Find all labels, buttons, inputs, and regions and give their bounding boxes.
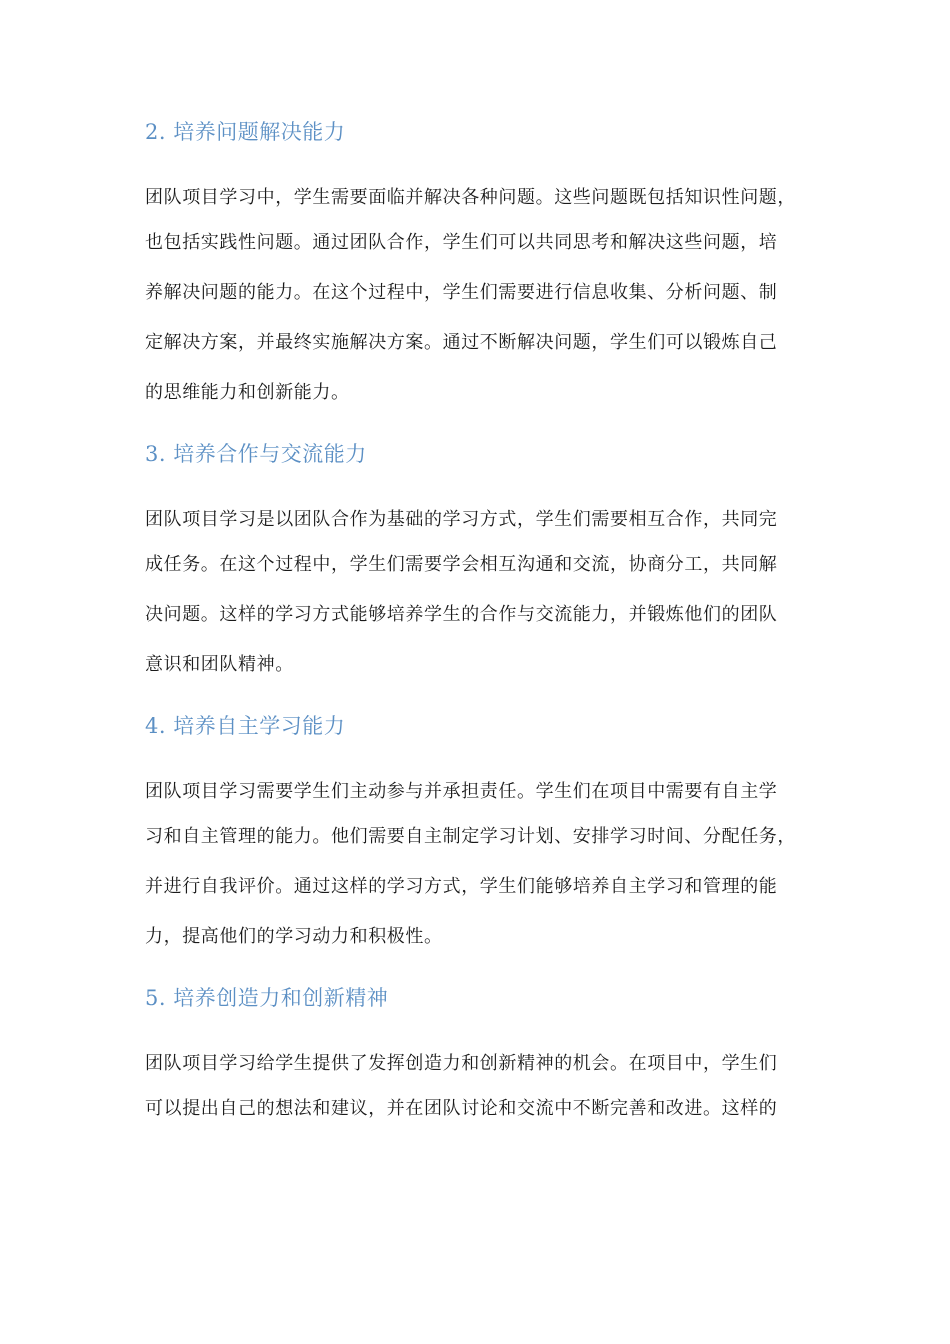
document-body: [145, 112, 825, 1150]
paragraph-line: 习和自主管理的能力。他们需要自主制定学习计划、安排学习时间、分配任务，: [145, 826, 796, 847]
section-heading-2: 2. 培养问题解决能力: [145, 120, 346, 144]
paragraph-line: 的思维能力和创新能力。: [145, 382, 350, 403]
section-paragraph-4: [145, 772, 825, 962]
section-heading-3: 3. 培养合作与交流能力: [145, 442, 367, 466]
paragraph-line: 并进行自我评价。通过这样的学习方式，学生们能够培养自主学习和管理的能: [145, 876, 778, 897]
paragraph-line: 决问题。这样的学习方式能够培养学生的合作与交流能力，并锻炼他们的团队: [145, 604, 778, 625]
paragraph-line: 团队项目学习需要学生们主动参与并承担责任。学生们在项目中需要有自主学: [145, 781, 778, 802]
section-heading-5: 5. 培养创造力和创新精神: [145, 986, 389, 1010]
paragraph-line: 意识和团队精神。: [145, 654, 294, 675]
paragraph-line: 成任务。在这个过程中，学生们需要学会相互沟通和交流，协商分工，共同解: [145, 554, 778, 575]
section-paragraph-5: [145, 1044, 825, 1134]
paragraph-line: 力，提高他们的学习动力和积极性。: [145, 926, 443, 947]
paragraph-line: 团队项目学习中，学生需要面临并解决各种问题。这些问题既包括知识性问题，: [145, 187, 796, 208]
section-paragraph-2: [145, 178, 825, 418]
paragraph-line: 养解决问题的能力。在这个过程中，学生们需要进行信息收集、分析问题、制: [145, 282, 778, 303]
section-paragraph-3: [145, 500, 825, 690]
paragraph-line: 团队项目学习给学生提供了发挥创造力和创新精神的机会。在项目中，学生们: [145, 1053, 778, 1074]
paragraph-line: 也包括实践性问题。通过团队合作，学生们可以共同思考和解决这些问题，培: [145, 232, 778, 253]
section-heading-4: 4. 培养自主学习能力: [145, 714, 346, 738]
paragraph-line: 团队项目学习是以团队合作为基础的学习方式，学生们需要相互合作，共同完: [145, 509, 778, 530]
paragraph-line: 可以提出自己的想法和建议，并在团队讨论和交流中不断完善和改进。这样的: [145, 1098, 778, 1119]
paragraph-line: 定解决方案，并最终实施解决方案。通过不断解决问题，学生们可以锻炼自己: [145, 332, 778, 353]
